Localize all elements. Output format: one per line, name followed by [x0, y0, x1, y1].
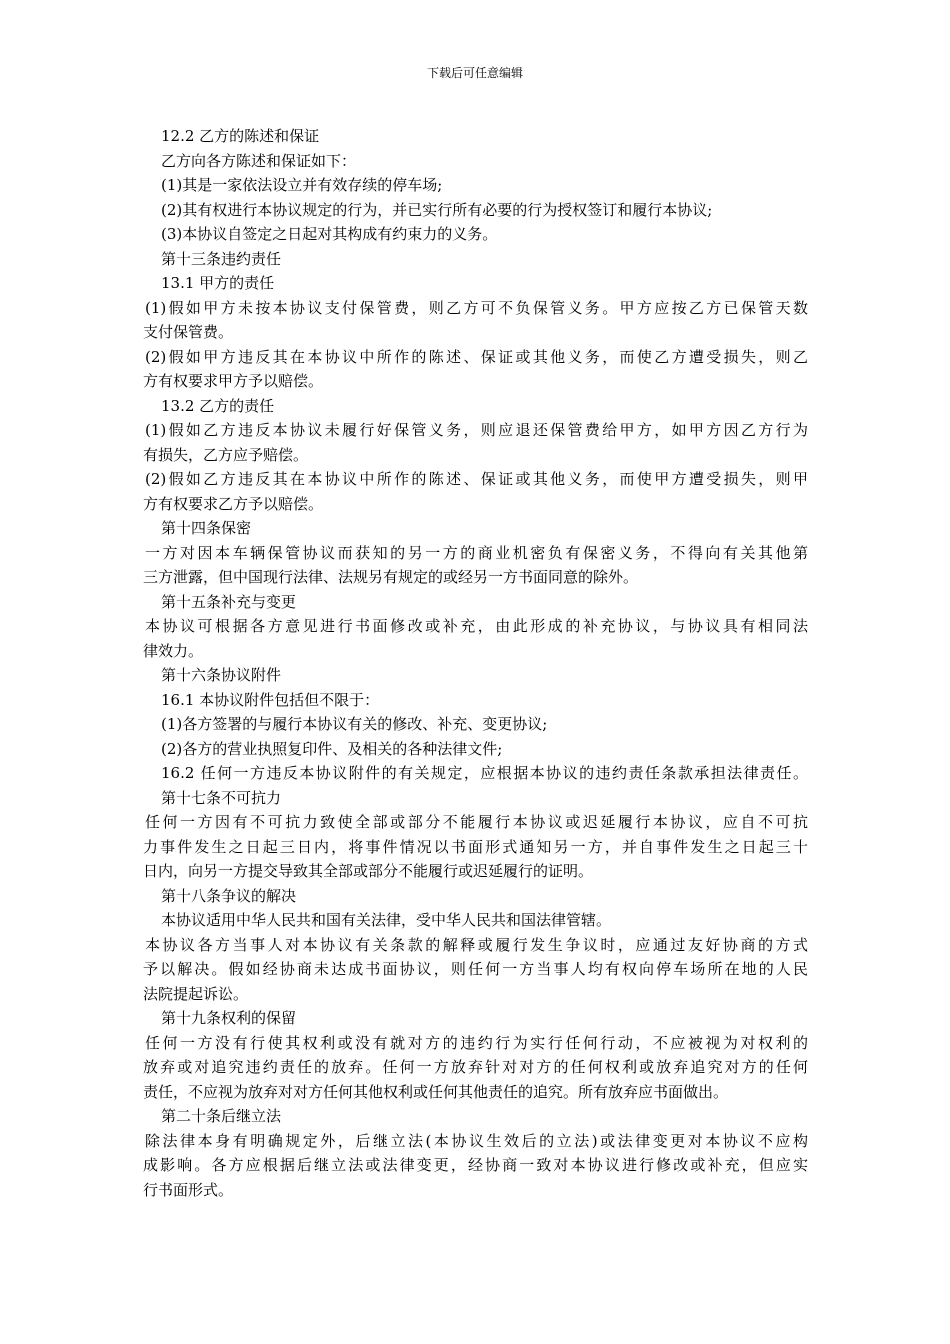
text-line: 行书面形式。 [143, 1180, 234, 1199]
text-line: 责任，不应视为放弃对对方任何其他权利或任何其他责任的追究。所有放弃应书面做出。 [143, 1082, 729, 1101]
text-line: (2)假如甲方违反其在本协议中所作的陈述、保证或其他义务，而使乙方遭受损失，则乙 [145, 347, 808, 366]
text-line: 任何一方因有不可抗力致使全部或部分不能履行本协议或迟延履行本协议，应自不可抗 [145, 813, 808, 831]
text-line: 第十六条协议附件 [161, 666, 282, 684]
text-line: 力事件发生之日起三日内，将事件情况以书面形式通知另一方，并自事件发生之日起三十 [143, 837, 808, 856]
text-line: (2)各方的营业执照复印件、及相关的各种法律文件; [161, 739, 503, 758]
text-line: 13.1 甲方的责任 [161, 274, 275, 292]
text-line: (1)其是一家依法设立并有效存续的停车场; [161, 176, 443, 194]
text-line: 第十七条不可抗力 [161, 788, 282, 807]
text-line: 乙方向各方陈述和保证如下： [161, 151, 357, 170]
text-line: (1)假如乙方违反本协议未履行好保管义务，则应退还保管费给甲方，如甲方因乙方行为 [145, 421, 808, 439]
text-line: (1)各方签署的与履行本协议有关的修改、补充、变更协议; [161, 715, 548, 733]
text-line: 予以解决。假如经协商未达成书面协议，则任何一方当事人均有权向停车场所在地的人民 [143, 960, 808, 978]
text-line: 支付保管费。 [143, 323, 234, 341]
text-line: 第十五条补充与变更 [161, 592, 297, 611]
document-body [143, 124, 808, 1202]
text-line: 律效力。 [143, 641, 204, 660]
text-line: 有损失，乙方应予赔偿。 [143, 445, 309, 464]
text-line: 方有权要求乙方予以赔偿。 [143, 494, 324, 513]
text-line: 16.2 任何一方违反本协议附件的有关规定，应根据本协议的违约责任条款承担法律责任。 [161, 764, 808, 782]
text-line: 第二十条后继立法 [161, 1107, 282, 1125]
text-line: (2)假如乙方违反其在本协议中所作的陈述、保证或其他义务，而使甲方遭受损失，则甲 [145, 470, 808, 488]
text-line: 第十八条争议的解决 [161, 886, 297, 905]
text-line: (1)假如甲方未按本协议支付保管费，则乙方可不负保管义务。甲方应按乙方已保管天数 [145, 298, 808, 317]
text-line: 16.1 本协议附件包括但不限于： [161, 690, 380, 709]
text-line: 日内，向另一方提交导致其全部或部分不能履行或迟延履行的证明。 [143, 862, 594, 880]
text-line: 12.2 乙方的陈述和保证 [161, 127, 320, 145]
text-line: 本协议适用中华人民共和国有关法律，受中华人民共和国法律管辖。 [161, 911, 612, 929]
text-line: 本协议可根据各方意见进行书面修改或补充，由此形成的补充协议，与协议具有相同法 [145, 617, 808, 635]
text-line: 任何一方没有行使其权利或没有就对方的违约行为实行任何行动，不应被视为对权利的 [145, 1033, 808, 1052]
text-line: 第十九条权利的保留 [161, 1009, 297, 1027]
text-line: 方有权要求甲方予以赔偿。 [143, 372, 324, 390]
text-line: 本协议各方当事人对本协议有关条款的解释或履行发生争议时，应通过友好协商的方式 [145, 935, 808, 954]
text-line: (2)其有权进行本协议规定的行为，并已实行所有必要的行为授权签订和履行本协议; [161, 200, 713, 219]
text-line: (3)本协议自签定之日起对其构成有约束力的义务。 [161, 225, 498, 243]
text-line: 第十四条保密 [161, 519, 252, 537]
text-line: 一方对因本车辆保管协议而获知的另一方的商业机密负有保密义务，不得向有关其他第 [145, 543, 808, 562]
text-line: 13.2 乙方的责任 [161, 396, 275, 415]
text-line: 法院提起诉讼。 [143, 984, 249, 1003]
text-line: 第十三条违约责任 [161, 249, 282, 268]
text-line: 放弃或对追究违约责任的放弃。任何一方放弃针对对方的任何权利或放弃追究对方的任何 [143, 1058, 808, 1076]
text-line: 三方泄露，但中国现行法律、法规另有规定的或经另一方书面同意的除外。 [143, 568, 639, 586]
page-header: 下载后可任意编辑 [426, 66, 523, 80]
text-line: 除法律本身有明确规定外，后继立法(本协议生效后的立法)或法律变更对本协议不应构 [145, 1131, 808, 1150]
text-line: 成影响。各方应根据后继立法或法律变更，经协商一致对本协议进行修改或补充，但应实 [143, 1156, 808, 1174]
